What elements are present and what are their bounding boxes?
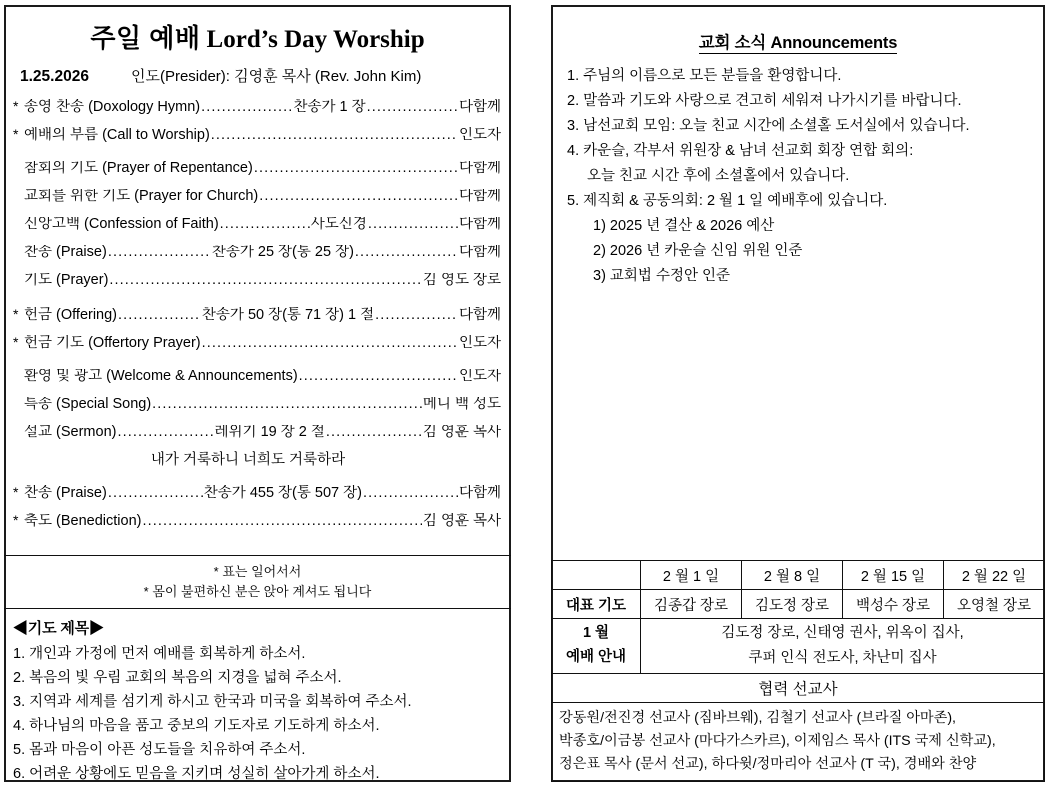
prayer-item: 6. 어려운 상황에도 믿음을 지키며 성실히 살아가게 하소서. [13, 766, 380, 783]
title-english: Lord’s Day Worship [206, 26, 425, 53]
dot-leader [259, 189, 458, 204]
order-item-name: 교회를 위한 기도 (Prayer for Church) [24, 188, 259, 204]
missionary-section-heading: 협력 선교사 [552, 674, 1045, 703]
dot-leader [368, 217, 458, 232]
order-item-name: 헌금 (Offering) [24, 306, 118, 323]
table-row [552, 619, 1045, 674]
order-row [13, 335, 501, 363]
order-item-who: 인도자 [458, 334, 501, 351]
order-item-detail: 찬송가 455 장(통 507 장) [203, 484, 362, 501]
table-header-blank [552, 561, 641, 590]
order-row [13, 217, 501, 245]
dot-leader [375, 308, 458, 323]
table-cell-guide [641, 619, 1045, 674]
standing-star: * [13, 334, 19, 350]
service-info-line [6, 65, 509, 86]
row-label-guide-line2: 예배 안내 [565, 649, 627, 665]
prayer-item: 2. 복음의 빛 우림 교회의 복음의 지경을 넓혀 주소서. [13, 670, 342, 687]
order-row [13, 127, 501, 155]
dot-leader [367, 100, 458, 115]
announcements-title [553, 29, 1043, 53]
order-item-name: 설교 (Sermon) [24, 424, 117, 440]
service-date: 1.25.2026 [20, 67, 89, 85]
standing-star: * [13, 484, 19, 500]
order-of-worship-list [6, 99, 509, 541]
dot-leader [118, 308, 201, 323]
missionary-line: 정은표 목사 (문서 선교), 하다윗/정마리아 선교사 (T 국), 경배와 찬양 [559, 756, 977, 772]
order-item-who: 김 영도 장로 [422, 272, 501, 288]
title-korean: 주일 예배 [90, 23, 201, 53]
row-label-guide [552, 619, 641, 674]
guide-line2: 쿠퍼 인식 전도사, 차난미 집사 [748, 650, 937, 666]
order-item-who: 다함께 [458, 244, 501, 260]
dot-leader [202, 336, 458, 351]
missionary-line: 박종호/이금봉 선교사 (마다가스카르), 이제임스 목사 (ITS 국제 신학교), [559, 733, 996, 749]
missionary-list-cell [552, 703, 1045, 782]
announcement-item: 3) 교회법 수정안 인준 [593, 268, 731, 284]
order-item-name: 예배의 부름 (Call to Worship) [24, 126, 210, 143]
standing-notes-block [4, 555, 511, 797]
prayer-topics-heading: ◀기도 제목▶ [13, 620, 104, 638]
order-item-who: 다함께 [458, 216, 501, 232]
order-item-name: 헌금 기도 (Offertory Prayer) [24, 334, 201, 351]
table-cell-prayer: 백성수 장로 [843, 590, 944, 619]
dot-leader [201, 100, 292, 115]
order-item-who: 메니 백 성도 [422, 396, 501, 412]
page-title [6, 24, 509, 54]
dot-leader [220, 217, 310, 232]
duty-tables-wrap [551, 560, 1045, 782]
order-item-who: 인도자 [458, 126, 501, 143]
guide-line1: 김도정 장로, 신태영 권사, 위옥이 집사, [721, 625, 964, 642]
order-item-who: 인도자 [458, 368, 501, 384]
table-row [552, 674, 1045, 703]
order-item-who: 다함께 [458, 98, 501, 115]
order-item-who: 김 영훈 목사 [422, 512, 501, 529]
dot-leader [254, 161, 458, 176]
prayer-item: 1. 개인과 가정에 먼저 예배를 회복하게 하소서. [13, 646, 306, 663]
standing-note-line: * 몸이 불편하신 분은 앉아 계셔도 됩니다 [143, 584, 372, 600]
order-row [13, 189, 501, 217]
table-cell-prayer: 김종갑 장로 [641, 590, 742, 619]
order-item-detail: 찬송가 25 장(통 25 장) [211, 244, 354, 260]
row-label-prayer: 대표 기도 [552, 590, 641, 619]
announcement-item: 오늘 친교 시간 후에 소셜홀에서 있습니다. [587, 168, 850, 184]
announcements-list [553, 69, 1043, 294]
announcement-item: 4. 카운슬, 각부서 위원장 & 남녀 선교회 회장 연합 회의: [567, 143, 914, 159]
order-item-name: 찬송 (Praise) [24, 484, 107, 501]
announcement-item: 2) 2026 년 카운슬 신임 위원 인준 [593, 243, 803, 259]
order-item-name: 찬송 (Praise) [24, 244, 107, 260]
table-header-date: 2 월 22 일 [944, 561, 1045, 590]
table-row [552, 561, 1045, 590]
duty-schedule-table [551, 560, 1045, 782]
announcement-item: 1. 주님의 이름으로 모든 분들을 환영합니다. [567, 68, 842, 84]
standing-star: * [13, 512, 19, 528]
standing-star: * [13, 98, 19, 114]
standing-star: * [13, 126, 19, 142]
order-item-name: 환영 및 광고 (Welcome & Announcements) [24, 368, 298, 384]
order-item-who: 다함께 [458, 306, 501, 323]
dot-leader [326, 425, 422, 440]
order-row [13, 513, 501, 541]
table-header-date: 2 월 8 일 [742, 561, 843, 590]
dot-leader [117, 425, 213, 440]
table-header-date: 2 월 1 일 [641, 561, 742, 590]
table-row [552, 703, 1045, 782]
order-item-who: 다함께 [458, 188, 501, 204]
table-row [552, 590, 1045, 619]
order-item-detail: 레위기 19 장 2 절 [214, 424, 325, 440]
order-row [13, 425, 501, 453]
prayer-topics-block [4, 609, 511, 797]
prayer-item: 4. 하나님의 마음을 품고 중보의 기도자로 기도하게 하소서. [13, 718, 380, 735]
standing-note-line: * 표는 일어서서 [213, 564, 302, 579]
sermon-subtitle: 내가 거룩하니 너희도 거룩하라 [150, 451, 346, 468]
dot-leader [211, 128, 458, 143]
order-row [13, 397, 501, 425]
order-item-name: 축도 (Benediction) [24, 512, 142, 529]
prayer-item: 5. 몸과 마음이 아픈 성도들을 치유하여 주소서. [13, 742, 306, 759]
order-row [13, 99, 501, 127]
order-item-name: 특송 (Special Song) [24, 396, 152, 412]
announcement-item: 2. 말씀과 기도와 사랑으로 견고히 세워져 나가시기를 바랍니다. [567, 93, 962, 109]
table-header-date: 2 월 15 일 [843, 561, 944, 590]
order-item-detail: 사도신경 [310, 216, 367, 232]
order-row [13, 307, 501, 335]
announcements-panel [551, 5, 1045, 782]
announcement-item: 5. 제직회 & 공동의회: 2 월 1 일 예배후에 있습니다. [567, 193, 888, 209]
table-cell-prayer: 김도정 장로 [742, 590, 843, 619]
dot-leader [299, 369, 458, 384]
dot-leader [108, 486, 203, 501]
prayer-item: 3. 지역과 세계를 섬기게 하시고 한국과 미국을 회복하여 주소서. [13, 694, 412, 711]
order-row [13, 485, 501, 513]
order-item-name: 송영 찬송 (Doxology Hymn) [24, 98, 201, 115]
order-item-name: 신앙고백 (Confession of Faith) [24, 216, 219, 232]
announcement-item: 3. 남선교회 모임: 오늘 친교 시간에 소셜홀 도서실에서 있습니다. [567, 118, 970, 134]
dot-leader [152, 397, 422, 412]
presider-label: 인도(Presider): 김영훈 목사 (Rev. John Kim) [130, 67, 422, 85]
order-row [13, 161, 501, 189]
dot-leader [363, 486, 458, 501]
order-item-who: 다함께 [458, 160, 501, 176]
order-item-who: 김 영훈 목사 [422, 424, 501, 440]
missionary-line: 강동원/전진경 선교사 (짐바브웨), 김철기 선교사 (브라질 아마존), [559, 710, 957, 726]
standing-notes [4, 556, 511, 608]
dot-leader [355, 245, 458, 260]
dot-leader [142, 514, 421, 529]
order-row [13, 245, 501, 273]
dot-leader [108, 245, 211, 260]
table-cell-prayer: 오영철 장로 [944, 590, 1045, 619]
order-item-detail: 찬송가 1 장 [293, 98, 366, 115]
worship-order-panel [4, 5, 511, 782]
row-label-guide-line1: 1 월 [582, 625, 610, 642]
announcement-item: 1) 2025 년 결산 & 2026 예산 [593, 218, 775, 234]
order-item-detail: 찬송가 50 장(통 71 장) 1 절 [201, 306, 375, 323]
order-item-who: 다함께 [458, 484, 501, 501]
dot-leader [109, 273, 421, 288]
order-item-name: 기도 (Prayer) [24, 272, 109, 288]
standing-star: * [13, 306, 19, 322]
announcements-title-text: 교회 소식 Announcements [698, 34, 898, 52]
order-item-name: 참회의 기도 (Prayer of Repentance) [24, 160, 253, 176]
order-row [13, 273, 501, 301]
order-row [13, 369, 501, 397]
